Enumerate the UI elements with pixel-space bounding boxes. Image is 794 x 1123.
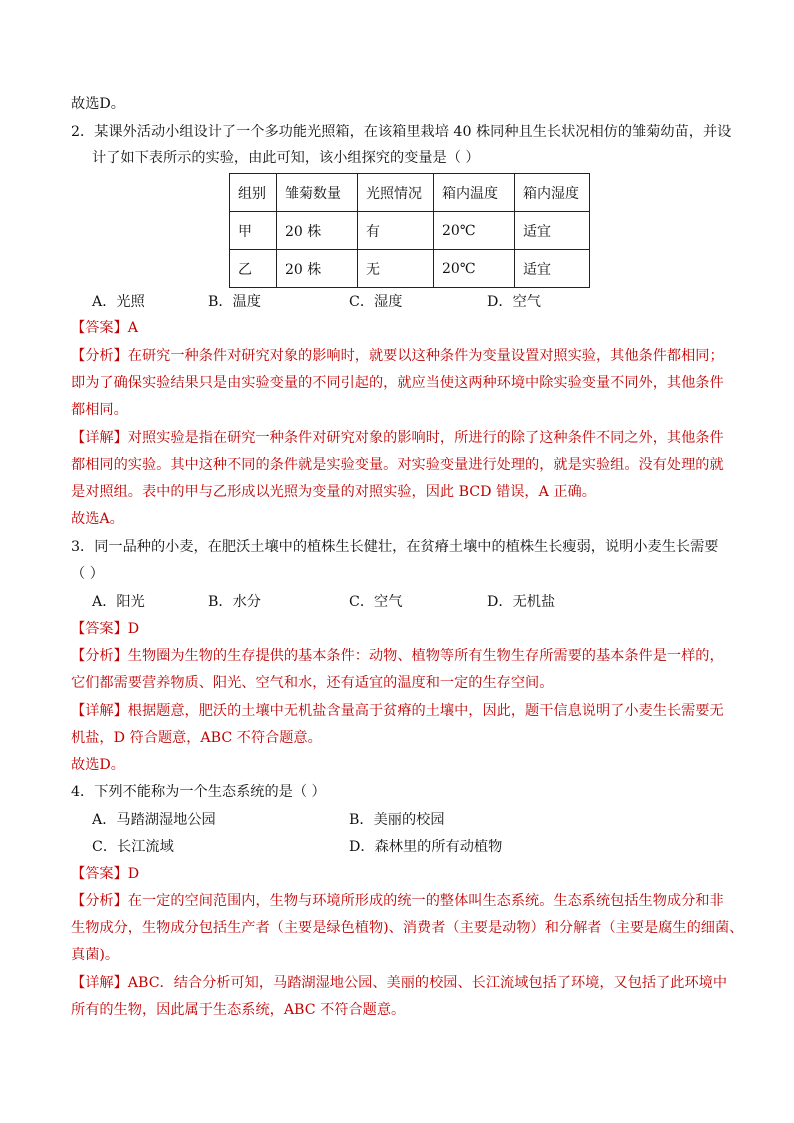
table-cell: 乙 (230, 250, 277, 288)
q3-option-a: A．阳光 (92, 594, 145, 610)
q2-option-d: D．空气 (487, 294, 541, 310)
detail-tag: 【详解】 (71, 430, 128, 446)
table-header-cell: 光照情况 (358, 174, 434, 212)
analysis-text: 生物圈为生物的生存提供的基本条件：动物、植物等所有生物生存所需要的基本条件是一样的， (127, 648, 724, 664)
table-header-cell: 雏菊数量 (277, 174, 358, 212)
q1-conclusion: 故选D。 (71, 96, 125, 112)
experiment-table (229, 173, 590, 288)
q4-detail-line-1 (71, 973, 727, 993)
q4-detail-line-2: 所有的生物，因此属于生态系统，ABC 不符合题意。 (71, 1002, 406, 1018)
q2-option-c: C．湿度 (349, 294, 403, 310)
q3-conclusion: 故选D。 (71, 757, 125, 773)
q2-analysis-line-3: 都相同。 (71, 402, 128, 418)
q4-analysis-line-2: 生物成分，生物成分包括生产者（主要是绿色植物)、消费者（主要是动物）和分解者（主要是腐生的细菌、 (71, 920, 744, 936)
analysis-tag: 【分析】 (71, 648, 128, 664)
table-cell: 20℃ (434, 250, 515, 288)
table-row (230, 212, 590, 250)
analysis-text: 在一定的空间范围内，生物与环境所形成的统一的整体叫生态系统。生态系统包括生物成分和非 (127, 893, 724, 909)
table-cell: 无 (358, 250, 434, 288)
q2-analysis-line-1 (71, 346, 724, 366)
q2-detail-line-2: 都相同的实验。其中这种不同的条件就是实验变量。对实验变量进行处理的，就是实验组。没有处理的就 (71, 457, 724, 473)
q2-stem-line-1: 2．某课外活动小组设计了一个多功能光照箱，在该箱里栽培 40 株同种且生长状况相仿的雏菊幼苗，并设 (71, 124, 732, 140)
answer-value: A (127, 320, 139, 336)
detail-text: 根据题意，肥沃的土壤中无机盐含量高于贫瘠的土壤中，因此，题干信息说明了小麦生长需要无 (127, 703, 724, 719)
analysis-tag: 【分析】 (71, 348, 128, 364)
q4-answer (71, 864, 139, 884)
q3-option-c: C．空气 (349, 594, 403, 610)
q2-option-b: B．温度 (208, 294, 261, 310)
q2-option-a: A．光照 (92, 294, 145, 310)
q4-analysis-line-3: 真菌)。 (71, 947, 120, 963)
table-header-cell: 组别 (230, 174, 277, 212)
q3-stem-line-1: 3．同一品种的小麦，在肥沃土壤中的植株生长健壮，在贫瘠土壤中的植株生长瘦弱，说明小麦生长需要 (71, 539, 719, 555)
table-header-cell: 箱内温度 (434, 174, 515, 212)
answer-tag: 【答案】 (71, 621, 128, 637)
q2-stem-line-2: 计了如下表所示的实验，由此可知，该小组探究的变量是（ ） (92, 150, 480, 166)
table-cell: 适宜 (515, 212, 590, 250)
analysis-text: 在研究一种条件对研究对象的影响时，就要以这种条件为变量设置对照实验，其他条件都相同； (127, 348, 724, 364)
table-cell: 甲 (230, 212, 277, 250)
q3-answer (71, 619, 139, 639)
answer-value: D (127, 621, 140, 637)
q3-stem-line-2: （ ） (71, 566, 104, 582)
q3-analysis-line-1 (71, 646, 724, 666)
q3-analysis-line-2: 它们都需要营养物质、阳光、空气和水，还有适宜的温度和一定的生存空间。 (71, 675, 554, 691)
table-header-row (230, 174, 590, 212)
table-row (230, 250, 590, 288)
q4-option-a: A．马踏湖湿地公园 (92, 812, 216, 828)
q2-detail-line-1 (71, 428, 724, 448)
detail-text: 对照实验是指在研究一种条件对研究对象的影响时，所进行的除了这种条件不同之外，其他条件 (127, 430, 724, 446)
q3-detail-line-2: 机盐，D 符合题意，ABC 不符合题意。 (71, 730, 322, 746)
table-cell: 20 株 (277, 250, 358, 288)
q2-conclusion: 故选A。 (71, 511, 124, 527)
q2-analysis-line-2: 即为了确保实验结果只是由实验变量的不同引起的，就应当使这两种环境中除实验变量不同外，其他条件 (71, 375, 724, 391)
detail-tag: 【详解】 (71, 975, 128, 991)
q3-option-b: B．水分 (208, 594, 261, 610)
answer-tag: 【答案】 (71, 320, 128, 336)
table-cell: 有 (358, 212, 434, 250)
q4-option-d: D．森林里的所有动植物 (349, 839, 503, 855)
q3-option-d: D．无机盐 (487, 594, 556, 610)
q4-option-b: B．美丽的校园 (349, 812, 445, 828)
table-header-cell: 箱内湿度 (515, 174, 590, 212)
q2-detail-line-3: 是对照组。表中的甲与乙形成以光照为变量的对照实验，因此 BCD 错误，A 正确。 (71, 484, 596, 500)
q4-analysis-line-1 (71, 891, 724, 911)
answer-value: D (127, 866, 140, 882)
detail-tag: 【详解】 (71, 703, 128, 719)
q4-option-c: C．长江流域 (92, 839, 174, 855)
answer-tag: 【答案】 (71, 866, 128, 882)
detail-text: ABC．结合分析可知，马踏湖湿地公园、美丽的校园、长江流域包括了环境，又包括了此环境中 (127, 975, 728, 991)
q4-stem-line-1: 4．下列不能称为一个生态系统的是（ ） (71, 784, 326, 800)
table-cell: 20℃ (434, 212, 515, 250)
q3-detail-line-1 (71, 701, 724, 721)
table-cell: 适宜 (515, 250, 590, 288)
table-cell: 20 株 (277, 212, 358, 250)
analysis-tag: 【分析】 (71, 893, 128, 909)
q2-answer (71, 318, 138, 338)
